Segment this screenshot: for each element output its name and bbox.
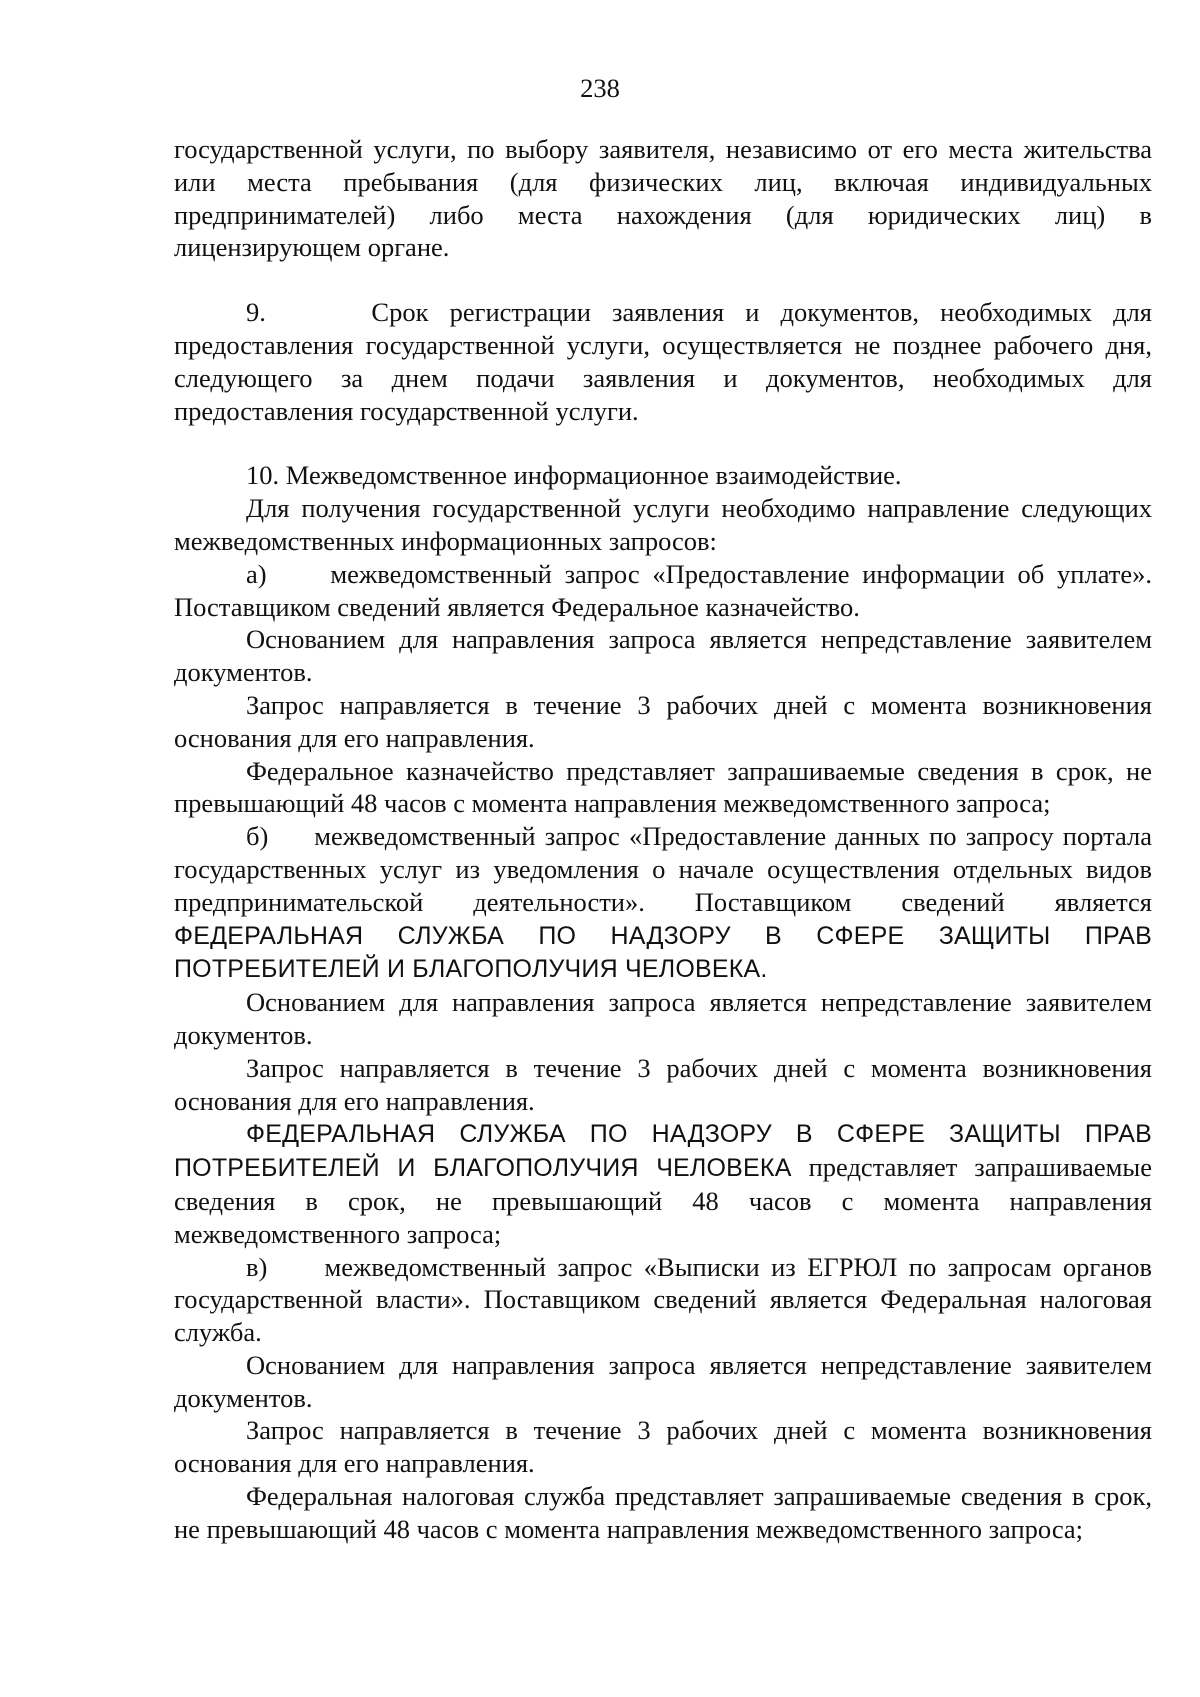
paragraph-request-b-timing: Запрос направляется в течение 3 рабочих дней с момента возникновения основания для его направления.: [174, 1052, 1152, 1116]
request-b-text: б) межведомственный запрос «Предоставление данных по запросу портала государственных услуг из уведомления о начале осуществления отдельных видов предпринимательской деятельности». Поставщиком сведений является: [174, 821, 1152, 917]
paragraph-request-v: в) межведомственный запрос «Выписки из ЕГРЮЛ по запросам органов государственной власти». Поставщиком сведений является Федеральная налоговая служба.: [174, 1251, 1152, 1348]
paragraph-request-a-basis: Основанием для направления запроса является непредставление заявителем документов.: [174, 624, 1152, 688]
request-b-response-text: представляет запрашиваемые сведения в срок, не превышающий 48 часов с момента направления межведомственного запроса;: [174, 1152, 1152, 1249]
paragraph-request-v-response: Федеральная налоговая служба представляет запрашиваемые сведения в срок, не превышающий 48 часов с момента направления межведомственного запроса;: [174, 1481, 1152, 1544]
document-body: [174, 133, 1152, 1546]
request-b-response-agency: ФЕДЕРАЛЬНАЯ СЛУЖБА ПО НАДЗОРУ В СФЕРЕ ЗАЩИТЫ ПРАВ ПОТРЕБИТЕЛЕЙ И БЛАГОПОЛУЧИЯ ЧЕЛОВЕКА: [174, 1120, 1152, 1183]
paragraph-request-v-timing: Запрос направляется в течение 3 рабочих дней с момента возникновения основания для его направления.: [174, 1415, 1152, 1479]
page-number: 238: [580, 73, 620, 103]
paragraph-continuation: государственной услуги, по выбору заявителя, независимо от его места жительства или места пребывания (для физических лиц, включая индивидуальных предпринимателей) либо места нахождения (для юридических лиц) в лицензирующем органе.: [174, 134, 1152, 263]
paragraph-request-a-response: Федеральное казначейство представляет запрашиваемые сведения в срок, не превышающий 48 часов с момента направления межведомственного запроса;: [174, 755, 1152, 819]
request-b-agency: ФЕДЕРАЛЬНАЯ СЛУЖБА ПО НАДЗОРУ В СФЕРЕ ЗАЩИТЫ ПРАВ ПОТРЕБИТЕЛЕЙ И БЛАГОПОЛУЧИЯ ЧЕЛОВЕКА.: [174, 921, 1152, 984]
paragraph-request-a: а) межведомственный запрос «Предоставление информации об уплате». Поставщиком сведений является Федеральное казначейство.: [174, 558, 1152, 622]
paragraph-item-10-heading: 10. Межведомственное информационное взаимодействие.: [246, 460, 902, 491]
paragraph-item-9: 9. Срок регистрации заявления и документов, необходимых для предоставления государственной услуги, осуществляется не позднее рабочего дня, следующего за днем подачи заявления и документов, необходимых для предоставления государственной услуги.: [174, 297, 1152, 426]
paragraph-request-v-basis: Основанием для направления запроса является непредставление заявителем документов.: [174, 1349, 1152, 1413]
paragraph-requests-intro: Для получения государственной услуги необходимо направление следующих межведомственных информационных запросов:: [174, 493, 1152, 556]
paragraph-request-a-timing: Запрос направляется в течение 3 рабочих дней с момента возникновения основания для его направления.: [174, 689, 1152, 753]
paragraph-request-b-basis: Основанием для направления запроса является непредставление заявителем документов.: [174, 987, 1152, 1050]
paragraph-request-b: [174, 820, 1152, 986]
paragraph-request-b-response: [174, 1117, 1152, 1250]
